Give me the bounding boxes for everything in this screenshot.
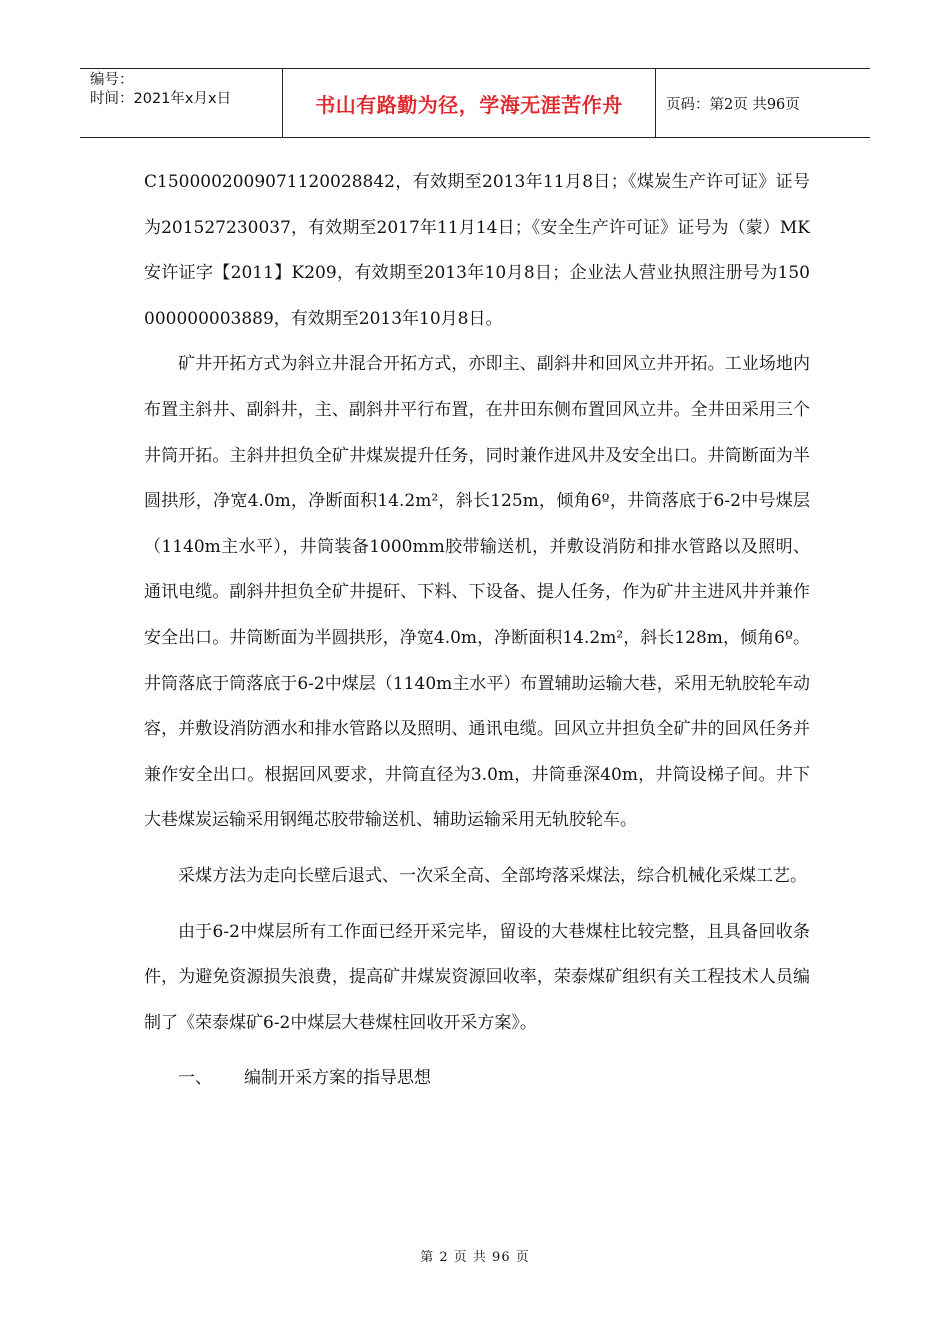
document-body (144, 160, 810, 1102)
page-footer: 第 2 页 共 96 页 (420, 1250, 530, 1265)
paragraph-4: 由于6-2中煤层所有工作面已经开采完毕，留设的大巷煤柱比较完整，且具备回收条件，为避免资源损失浪费，提高矿井煤炭资源回收率，荣泰煤矿组织有关工程技术人员编制了《荣泰煤矿6-2中煤层大巷煤柱回收开采方案》。 (144, 921, 810, 1033)
header-page-label: 页码：第2页 共96页 (666, 96, 800, 113)
header-meta (80, 69, 283, 137)
page-header (80, 68, 870, 138)
paragraph-3: 采煤方法为走向长壁后退式、一次采全高、全部垮落采煤法，综合机械化采煤工艺。 (178, 865, 807, 886)
section-title: 编制开采方案的指导思想 (244, 1068, 431, 1089)
paragraph-1: C150000200907112002884​2，有效期至2013年11月8日；《煤炭生产许可证》证号为201527230037，有效期至2017年11月14日；《安全生产许可证》证号为（蒙）MK安许证字【2011】K209，有效期至2013年10月8日；企业法人营业执照注册号为150000000003889，有效期至2013年10月8日。 (144, 172, 810, 329)
section-number: 一、 (178, 1068, 212, 1089)
doc-date-label: 时间：2021年x月x日 (90, 91, 232, 107)
section-heading (144, 1056, 810, 1102)
header-motto: 书山有路勤为径，学海无涯苦作舟 (283, 69, 656, 137)
doc-code-label: 编号： (90, 72, 134, 88)
paragraph-2: 矿井开拓方式为斜立井混合开拓方式，亦即主、副斜井和回风立井开拓。工业场地内布置主斜井、副斜井，主、副斜井平行布置，在井田东侧布置回风立井。全井田采用三个井筒开拓。主斜井担负全矿井煤炭提升任务，同时兼作进风井及安全出口。井筒断面为半圆拱形，净宽4.0m，净断面积14.2m²，斜长125m，倾角6º，井筒落底于6-2中号煤层（1140m主水平），井筒装备1000mm胶带输送机，并敷设消防和排水管路以及照明、通讯电缆。副斜井担负全矿井提矸、下料、下设备、提人任务，作为矿井主进风井并兼作安全出口。井筒断面为半圆拱形，净宽4.0m，净断面积14.2m²，斜长128m，倾角6º。井筒落底于筒落底于6-2中煤层（1140m主水平）布置辅助运输大巷，采用无轨胶轮车动容，并敷设消防洒水和排水管路以及照明、通讯电缆。回风立井担负全矿井的回风任务并兼作安全出口。根据回风要求，井筒直径为3.0m，井筒垂深40m，井筒设梯子间。井下大巷煤炭运输采用钢绳芯胶带输送机、辅助运输采用无轨胶轮车。 (144, 354, 810, 831)
